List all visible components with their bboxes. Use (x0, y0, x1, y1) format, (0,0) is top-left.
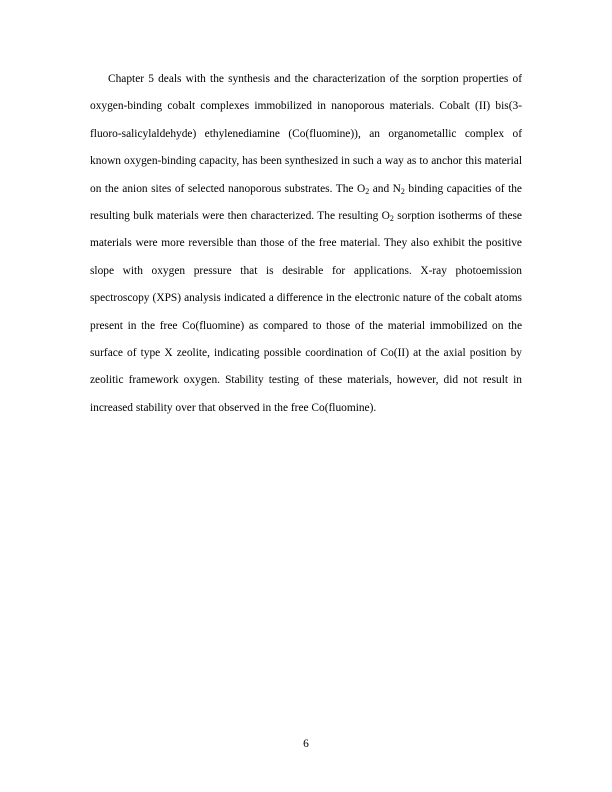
text-segment: binding capacities of the resulting bulk materials were then characterized. The resulting O (90, 182, 522, 223)
text-segment: Chapter 5 deals with the synthesis and the characterization of the sorption properties of oxygen-binding cobalt complexes immobilized in nanoporous materials. Cobalt (II) bis(3-fluoro-salicylaldehyde) ethylenediamine (Co(fluomine)), an organometallic complex of known oxygen-binding capacity, has been synthesized in such a way as to anchor this material on the anion sites of selected nanoporous substrates. The O (90, 73, 522, 195)
text-segment: and N (369, 182, 401, 195)
page-number: 6 (303, 738, 309, 750)
chapter-5-summary-paragraph (90, 66, 522, 422)
subscript: 2 (389, 214, 394, 224)
subscript: 2 (400, 186, 405, 196)
subscript: 2 (365, 186, 370, 196)
text-segment: sorption isotherms of these materials were more reversible than those of the free material. They also exhibit the positive slope with oxygen pressure that is desirable for applications. X-ray photoemission spectroscopy (XPS) analysis indicated a difference in the electronic nature of the cobalt atoms present in the free Co(fluomine) as compared to those of the material immobilized on the surface of type X zeolite, indicating possible coordination of Co(II) at the axial position by zeolitic framework oxygen. Stability testing of these materials, however, did not result in increased stability over that observed in the free Co(fluomine). (90, 210, 522, 414)
